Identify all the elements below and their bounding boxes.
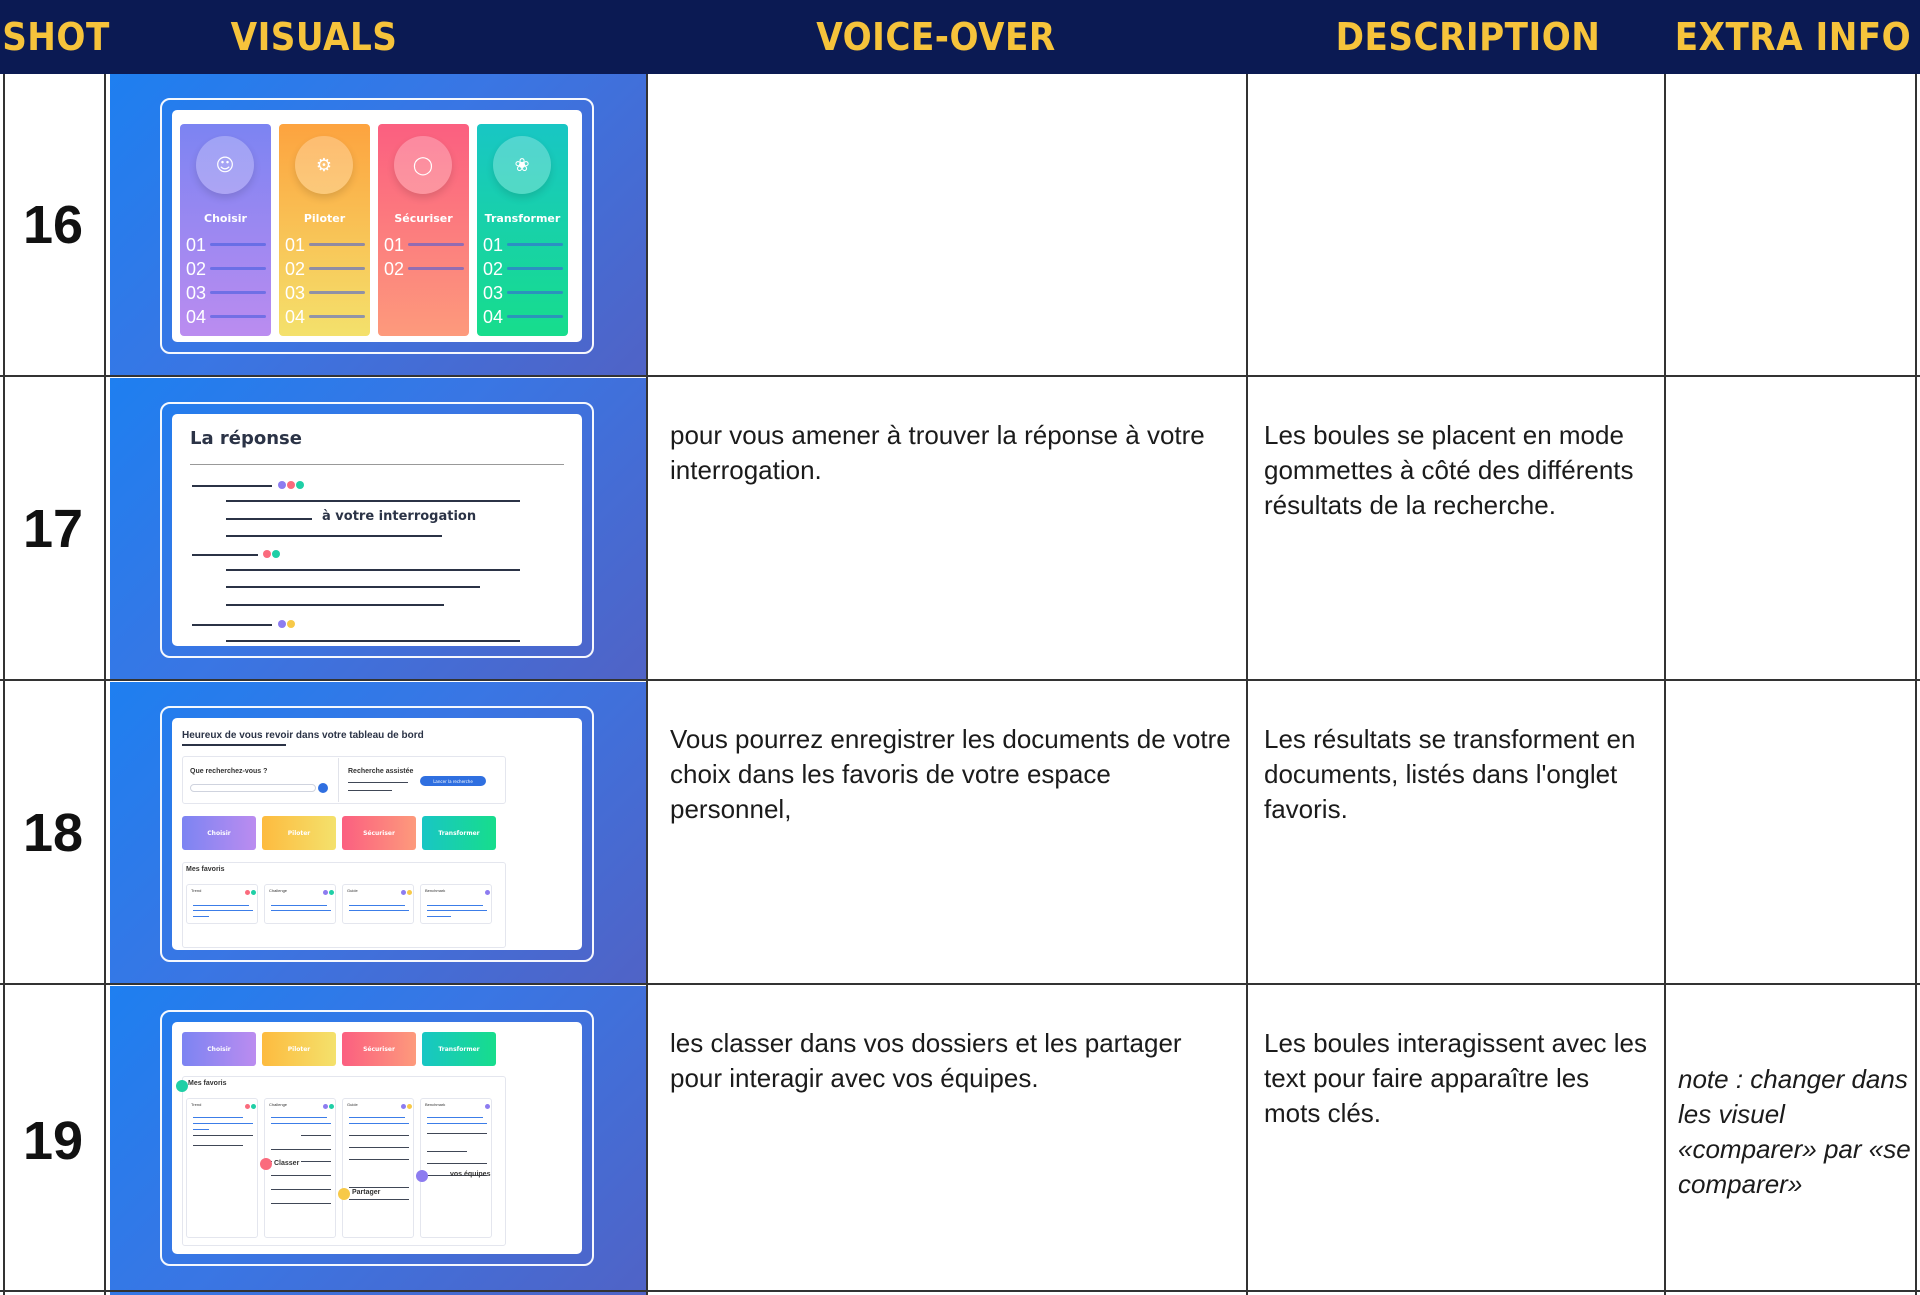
grid-line	[1664, 74, 1666, 1295]
category-label: Sécuriser	[394, 212, 453, 225]
grid-line	[1915, 74, 1917, 1295]
tab-transformer[interactable]: Transformer	[422, 1032, 496, 1066]
item-number: 04	[285, 307, 306, 327]
dashboard-title: Heureux de vous revoir dans votre tableau de bord	[182, 730, 424, 741]
tab-piloter[interactable]: Piloter	[262, 1032, 336, 1066]
tab-piloter[interactable]: Piloter	[262, 816, 336, 850]
slide-favorites	[172, 1022, 582, 1254]
item-number: 02	[483, 259, 504, 279]
keyword-classer: Classer	[274, 1160, 300, 1167]
grid-line	[0, 375, 1920, 377]
category-card-piloter	[279, 124, 370, 336]
tab-securiser[interactable]: Sécuriser	[342, 816, 416, 850]
header-visuals: VISUALS	[230, 15, 398, 59]
shield-icon: ◯	[394, 136, 452, 194]
visual-thumbnail[interactable]	[110, 986, 646, 1295]
extra-info-text	[1668, 682, 1920, 984]
keyword-vos-equipes: vos équipes	[450, 1171, 491, 1178]
category-card-transformer	[477, 124, 568, 336]
search-input[interactable]	[190, 784, 316, 792]
tab-transformer[interactable]: Transformer	[422, 816, 496, 850]
header-bar	[0, 0, 1920, 74]
item-number: 02	[285, 259, 306, 279]
favorite-card[interactable]: Challenge	[264, 884, 336, 924]
slide-dashboard	[172, 718, 582, 950]
tab-choisir[interactable]: Choisir	[182, 1032, 256, 1066]
extra-info-text: note : changer dans les visuel «comparer» par «se comparer»	[1678, 1064, 1911, 1199]
shot-row-18	[0, 682, 1920, 984]
item-number: 03	[483, 283, 504, 303]
favorite-card[interactable]: Guide	[342, 1098, 414, 1238]
description-text: Les boules interagissent avec les text pour faire apparaître les mots clés.	[1264, 1028, 1648, 1128]
voice-over-text	[650, 74, 1246, 376]
description-text: Les boules se placent en mode gommettes à côté des différents résultats de la recherche.	[1264, 420, 1634, 520]
people-icon: ☺	[196, 136, 254, 194]
shot-row-19	[0, 986, 1920, 1295]
favorite-card[interactable]: Benchmark	[420, 1098, 492, 1238]
voice-over-text: pour vous amener à trouver la réponse à votre interrogation.	[670, 420, 1205, 485]
grid-line	[104, 74, 106, 1295]
header-description: DESCRIPTION	[1335, 15, 1601, 59]
slide-title: La réponse	[190, 428, 302, 449]
visual-thumbnail[interactable]	[110, 378, 646, 680]
tab-securiser[interactable]: Sécuriser	[342, 1032, 416, 1066]
slide-answer	[172, 414, 582, 646]
slide-categories	[172, 110, 582, 342]
shot-row-16	[0, 74, 1920, 376]
header-voice-over: VOICE-OVER	[816, 15, 1056, 59]
voice-over-text: Vous pourrez enregistrer les documents de votre choix dans les favoris de votre espace personnel,	[670, 724, 1231, 824]
grid-line	[646, 74, 648, 1295]
shot-row-17	[0, 378, 1920, 680]
favorite-card[interactable]: Challenge	[264, 1098, 336, 1238]
grid-line	[0, 1290, 1920, 1292]
assist-label: Recherche assistée	[348, 768, 414, 775]
butterfly-icon: ❀	[493, 136, 551, 194]
grid-line	[0, 983, 1920, 985]
category-label: Piloter	[303, 212, 346, 225]
voice-over-text: les classer dans vos dossiers et les partager pour interagir avec vos équipes.	[670, 1028, 1182, 1093]
category-card-choisir	[180, 124, 271, 336]
favorite-card[interactable]: Trend	[186, 1098, 258, 1238]
visual-thumbnail[interactable]	[110, 74, 646, 376]
search-icon[interactable]	[318, 783, 328, 793]
grid-line	[3, 74, 5, 1295]
extra-info-text	[1668, 378, 1920, 680]
item-number: 04	[186, 307, 207, 327]
shot-number: 17	[22, 499, 84, 559]
item-number: 02	[186, 259, 207, 279]
highlight-text: à votre interrogation	[322, 509, 477, 524]
keyword-partager: Partager	[352, 1189, 381, 1196]
favorites-title: Mes favoris	[188, 1080, 227, 1087]
shot-number: 18	[22, 803, 84, 863]
header-shot: SHOT	[2, 15, 110, 59]
tab-choisir[interactable]: Choisir	[182, 816, 256, 850]
item-number: 03	[186, 283, 207, 303]
category-label: Choisir	[204, 212, 247, 225]
item-number: 01	[285, 235, 306, 255]
item-number: 03	[285, 283, 306, 303]
shot-number: 19	[22, 1110, 84, 1171]
category-label: Transformer	[484, 212, 561, 225]
shot-number: 16	[22, 195, 84, 255]
favorite-card[interactable]: Trend	[186, 884, 258, 924]
grid-line	[0, 679, 1920, 681]
search-label: Que recherchez-vous ?	[190, 768, 268, 775]
assist-button[interactable]: Lancer la recherche	[420, 776, 486, 786]
description-text: Les résultats se transforment en documents, listés dans l'onglet favoris.	[1264, 724, 1636, 824]
favorite-card[interactable]: Benchmark	[420, 884, 492, 924]
description-text	[1250, 74, 1664, 376]
extra-info-text	[1668, 74, 1920, 376]
header-extra-info: EXTRA INFO	[1674, 15, 1912, 59]
item-number: 02	[384, 259, 405, 279]
item-number: 01	[384, 235, 405, 255]
item-number: 04	[483, 307, 504, 327]
favorite-card[interactable]: Guide	[342, 884, 414, 924]
item-number: 01	[483, 235, 504, 255]
hierarchy-icon: ⚙	[295, 136, 353, 194]
category-card-securiser	[378, 124, 469, 336]
favorites-title: Mes favoris	[186, 866, 225, 873]
item-number: 01	[186, 235, 207, 255]
visual-thumbnail[interactable]	[110, 682, 646, 984]
grid-line	[1246, 74, 1248, 1295]
